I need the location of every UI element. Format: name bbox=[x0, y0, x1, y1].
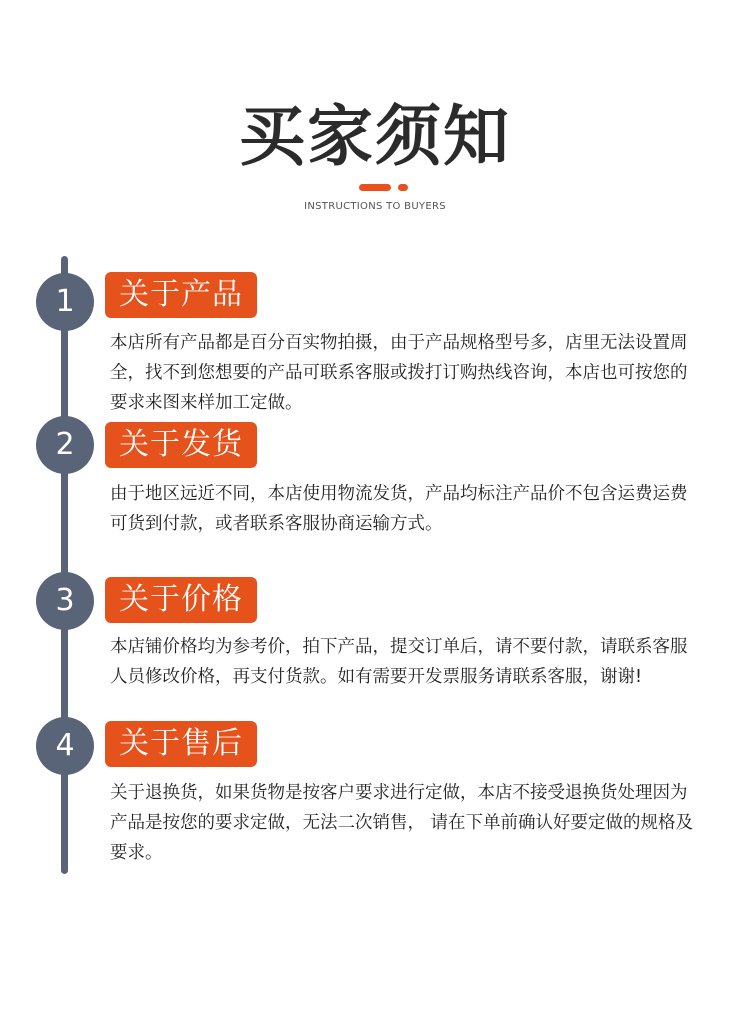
page-subtitle: INSTRUCTIONS TO BUYERS bbox=[304, 201, 446, 212]
section-text: 关于退换货，如果货物是按客户要求进行定做，本店不接受退换货处理因为产品是按您的要求定做，无法二次销售， 请在下单前确认好要定做的规格及要求。 bbox=[110, 783, 694, 863]
section-number-badge: 3 bbox=[36, 572, 94, 630]
title-underline-short bbox=[398, 184, 408, 191]
section-heading: 关于发货 bbox=[105, 422, 257, 468]
section-heading: 关于售后 bbox=[105, 721, 257, 767]
page-title: 买家须知 bbox=[239, 98, 511, 175]
section-text: 本店铺价格均为参考价，拍下产品，提交订单后，请不要付款，请联系客服人员修改价格，再支付货款。如有需要开发票服务请联系客服，谢谢! bbox=[110, 637, 688, 687]
section-heading: 关于产品 bbox=[105, 272, 257, 318]
section-heading: 关于价格 bbox=[105, 577, 257, 623]
section-number-badge: 4 bbox=[36, 717, 94, 775]
section-text: 由于地区远近不同，本店使用物流发货，产品均标注产品价不包含运费运费可货到付款，或者联系客服协商运输方式。 bbox=[110, 484, 688, 534]
section-text: 本店所有产品都是百分百实物拍摄，由于产品规格型号多，店里无法设置周全，找不到您想要的产品可联系客服或拨打订购热线咨询，本店也可按您的要求来图来样加工定做。 bbox=[110, 333, 688, 413]
section-number-badge: 1 bbox=[36, 273, 94, 331]
section-number-badge: 2 bbox=[36, 416, 94, 474]
title-underline-long bbox=[359, 184, 391, 191]
timeline-line bbox=[61, 256, 68, 874]
